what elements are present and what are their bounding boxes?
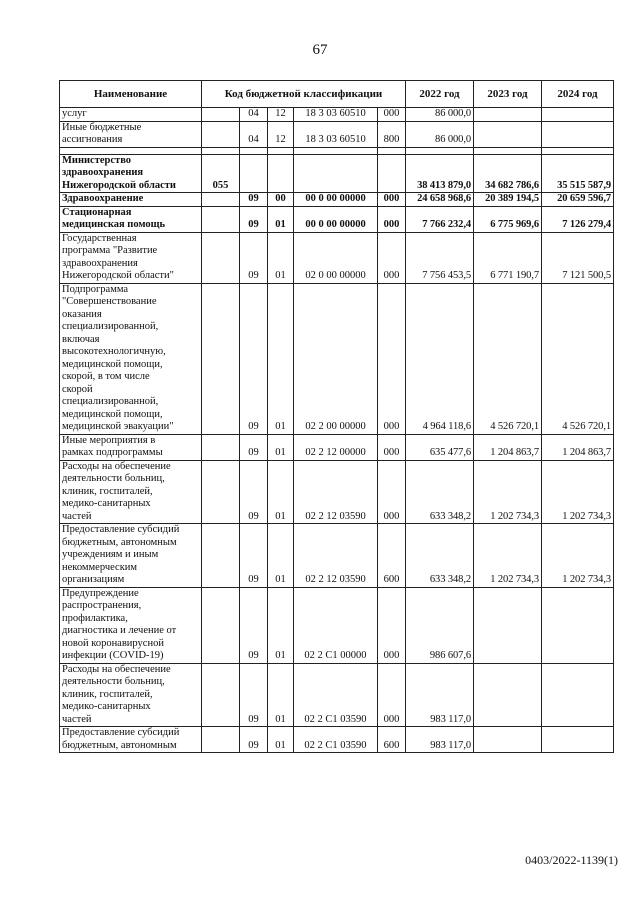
spacer-cell	[542, 147, 614, 154]
row-section-code: 09	[240, 206, 268, 232]
table-row	[60, 232, 614, 283]
row-section-code	[240, 154, 268, 193]
row-expense-type: 000	[378, 434, 406, 460]
row-amount-2023	[474, 663, 542, 727]
table-row	[60, 587, 614, 663]
row-ministry-code	[202, 434, 240, 460]
row-amount-2024: 1 202 734,3	[542, 524, 614, 588]
table-row	[60, 434, 614, 460]
row-amount-2023	[474, 587, 542, 663]
row-expense-type: 000	[378, 283, 406, 434]
row-amount-2023: 6 771 190,7	[474, 232, 542, 283]
table-row	[60, 108, 614, 122]
row-section-code: 09	[240, 524, 268, 588]
row-subsection-code: 01	[268, 663, 294, 727]
row-expense-type: 000	[378, 206, 406, 232]
budget-table	[59, 80, 614, 753]
row-amount-2022: 7 756 453,5	[406, 232, 474, 283]
row-amount-2022: 633 348,2	[406, 460, 474, 524]
row-expense-type: 600	[378, 727, 406, 753]
row-subsection-code: 01	[268, 587, 294, 663]
row-amount-2024: 20 659 596,7	[542, 193, 614, 207]
table-row	[60, 154, 614, 193]
row-target-article: 02 2 12 03590	[294, 524, 378, 588]
row-target-article: 18 3 03 60510	[294, 121, 378, 147]
row-section-code: 04	[240, 121, 268, 147]
header-name: Наименование	[60, 81, 202, 108]
row-name: Иные мероприятия в рамках подпрограммы	[60, 434, 202, 460]
row-subsection-code: 12	[268, 121, 294, 147]
row-ministry-code	[202, 587, 240, 663]
row-amount-2024	[542, 108, 614, 122]
row-amount-2024: 4 526 720,1	[542, 283, 614, 434]
row-amount-2022: 983 117,0	[406, 727, 474, 753]
row-name: Предупреждение распространения, профилактика, диагностика и лечение от новой коронавирусной инфекции (COVID-19)	[60, 587, 202, 663]
row-amount-2022: 86 000,0	[406, 121, 474, 147]
row-ministry-code	[202, 460, 240, 524]
row-amount-2022: 86 000,0	[406, 108, 474, 122]
row-amount-2022: 7 766 232,4	[406, 206, 474, 232]
row-amount-2024	[542, 727, 614, 753]
table-row	[60, 524, 614, 588]
row-amount-2024	[542, 587, 614, 663]
row-ministry-code	[202, 206, 240, 232]
spacer-cell	[406, 147, 474, 154]
row-subsection-code: 01	[268, 524, 294, 588]
table-body	[60, 108, 614, 753]
row-amount-2024: 7 126 279,4	[542, 206, 614, 232]
row-amount-2023	[474, 727, 542, 753]
spacer-cell	[202, 147, 240, 154]
row-target-article: 02 2 С1 00000	[294, 587, 378, 663]
row-name: Подпрограмма "Совершенствование оказания специализированной, включая высокотехнологичную, медицинской помощи, скорой, в том числе скорой специализированной, медицинской помощи, медицинской эвакуации"	[60, 283, 202, 434]
row-amount-2022: 4 964 118,6	[406, 283, 474, 434]
row-amount-2022: 635 477,6	[406, 434, 474, 460]
spacer-cell	[294, 147, 378, 154]
row-name: Министерство здравоохранения Нижегородской области	[60, 154, 202, 193]
spacer-cell	[60, 147, 202, 154]
row-amount-2023: 20 389 194,5	[474, 193, 542, 207]
row-amount-2022: 633 348,2	[406, 524, 474, 588]
table-row	[60, 727, 614, 753]
row-expense-type: 000	[378, 232, 406, 283]
row-expense-type: 000	[378, 193, 406, 207]
row-subsection-code: 01	[268, 460, 294, 524]
row-expense-type: 600	[378, 524, 406, 588]
row-expense-type: 000	[378, 663, 406, 727]
row-ministry-code	[202, 121, 240, 147]
spacer-cell	[240, 147, 268, 154]
row-name: Здравоохранение	[60, 193, 202, 207]
row-ministry-code	[202, 663, 240, 727]
row-name: Государственная программа "Развитие здравоохранения Нижегородской области"	[60, 232, 202, 283]
page-number: 67	[312, 42, 328, 58]
row-target-article: 02 2 12 03590	[294, 460, 378, 524]
row-amount-2024: 35 515 587,9	[542, 154, 614, 193]
row-amount-2024: 1 202 734,3	[542, 460, 614, 524]
header-2024: 2024 год	[542, 81, 614, 108]
row-amount-2022: 983 117,0	[406, 663, 474, 727]
row-ministry-code	[202, 232, 240, 283]
row-ministry-code	[202, 108, 240, 122]
row-target-article: 00 0 00 00000	[294, 206, 378, 232]
row-amount-2023: 1 202 734,3	[474, 460, 542, 524]
row-name: Расходы на обеспечение деятельности больниц, клиник, госпиталей, медико-санитарных частей	[60, 460, 202, 524]
row-amount-2022: 986 607,6	[406, 587, 474, 663]
row-target-article: 02 0 00 00000	[294, 232, 378, 283]
row-amount-2023	[474, 108, 542, 122]
row-subsection-code: 00	[268, 193, 294, 207]
row-expense-type: 000	[378, 587, 406, 663]
row-target-article: 02 2 12 00000	[294, 434, 378, 460]
row-name: Предоставление субсидий бюджетным, автономным	[60, 727, 202, 753]
row-ministry-code	[202, 283, 240, 434]
row-ministry-code	[202, 193, 240, 207]
row-target-article: 02 2 С1 03590	[294, 727, 378, 753]
row-subsection-code: 01	[268, 206, 294, 232]
row-name: Иные бюджетные ассигнования	[60, 121, 202, 147]
row-amount-2023: 1 202 734,3	[474, 524, 542, 588]
table-header-row	[60, 81, 614, 108]
row-target-article: 00 0 00 00000	[294, 193, 378, 207]
table-row	[60, 460, 614, 524]
row-amount-2024	[542, 121, 614, 147]
table-spacer-row	[60, 147, 614, 154]
table-row	[60, 283, 614, 434]
row-expense-type	[378, 154, 406, 193]
table-row	[60, 206, 614, 232]
row-subsection-code: 12	[268, 108, 294, 122]
header-budget-classification: Код бюджетной классификации	[202, 81, 406, 108]
row-amount-2023: 6 775 969,6	[474, 206, 542, 232]
row-target-article: 02 2 С1 03590	[294, 663, 378, 727]
row-amount-2024	[542, 663, 614, 727]
row-amount-2022: 24 658 968,6	[406, 193, 474, 207]
row-subsection-code: 01	[268, 434, 294, 460]
row-name: услуг	[60, 108, 202, 122]
row-section-code: 09	[240, 193, 268, 207]
row-amount-2023	[474, 121, 542, 147]
row-amount-2024: 1 204 863,7	[542, 434, 614, 460]
row-ministry-code	[202, 727, 240, 753]
row-section-code: 09	[240, 663, 268, 727]
row-section-code: 09	[240, 434, 268, 460]
row-subsection-code: 01	[268, 232, 294, 283]
row-amount-2022: 38 413 879,0	[406, 154, 474, 193]
row-ministry-code	[202, 524, 240, 588]
header-2022: 2022 год	[406, 81, 474, 108]
row-ministry-code: 055	[202, 154, 240, 193]
spacer-cell	[268, 147, 294, 154]
row-amount-2023: 4 526 720,1	[474, 283, 542, 434]
row-section-code: 09	[240, 587, 268, 663]
table-row	[60, 121, 614, 147]
spacer-cell	[474, 147, 542, 154]
row-section-code: 09	[240, 727, 268, 753]
row-amount-2024: 7 121 500,5	[542, 232, 614, 283]
row-section-code: 04	[240, 108, 268, 122]
row-target-article: 02 2 00 00000	[294, 283, 378, 434]
row-amount-2023: 34 682 786,6	[474, 154, 542, 193]
table-row	[60, 663, 614, 727]
header-2023: 2023 год	[474, 81, 542, 108]
row-subsection-code	[268, 154, 294, 193]
row-subsection-code: 01	[268, 727, 294, 753]
row-section-code: 09	[240, 283, 268, 434]
row-name: Расходы на обеспечение деятельности больниц, клиник, госпиталей, медико-санитарных частей	[60, 663, 202, 727]
row-section-code: 09	[240, 232, 268, 283]
table-row	[60, 193, 614, 207]
row-target-article: 18 3 03 60510	[294, 108, 378, 122]
row-name: Стационарная медицинская помощь	[60, 206, 202, 232]
row-name: Предоставление субсидий бюджетным, автономным учреждениям и иным некоммерческим организациям	[60, 524, 202, 588]
row-subsection-code: 01	[268, 283, 294, 434]
row-expense-type: 000	[378, 460, 406, 524]
row-expense-type: 000	[378, 108, 406, 122]
row-expense-type: 800	[378, 121, 406, 147]
document-code: 0403/2022-1139(1)	[525, 853, 618, 867]
spacer-cell	[378, 147, 406, 154]
row-amount-2023: 1 204 863,7	[474, 434, 542, 460]
row-section-code: 09	[240, 460, 268, 524]
row-target-article	[294, 154, 378, 193]
